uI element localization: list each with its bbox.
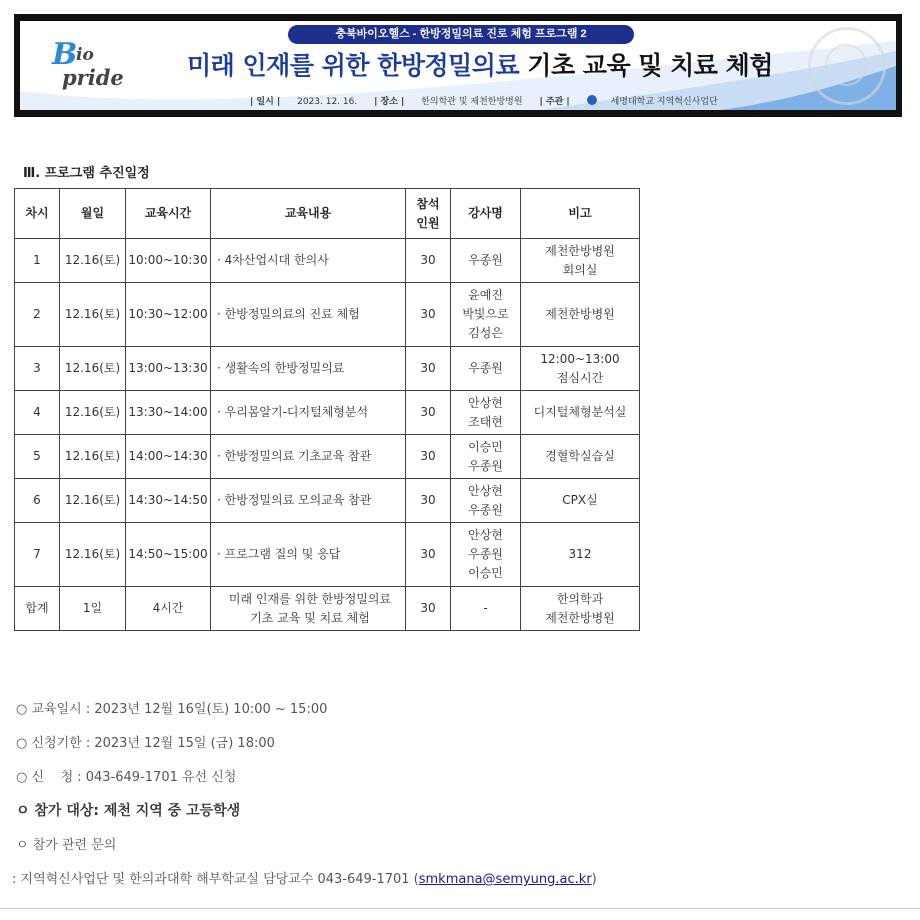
row-note: CPX실: [521, 479, 640, 523]
row-round: 4: [15, 391, 60, 435]
row-round: 5: [15, 435, 60, 479]
header-note: 비고: [521, 189, 640, 239]
row-note: 제천한방병원 회의실: [521, 239, 640, 283]
banner-date: 2023. 12. 16.: [297, 97, 358, 107]
row-date: 12.16(토): [60, 283, 126, 347]
row-time: 13:00~13:30: [126, 347, 211, 391]
table-row: [15, 479, 640, 523]
header-instructor: 강사명: [451, 189, 521, 239]
total-date: 1일: [60, 587, 126, 631]
row-note: 경혈학실습실: [521, 435, 640, 479]
row-note: 제천한방병원: [521, 283, 640, 347]
row-attendees: 30: [406, 435, 451, 479]
row-attendees: 30: [406, 239, 451, 283]
row-instructor: 우종원: [451, 239, 521, 283]
row-time: 14:30~14:50: [126, 479, 211, 523]
row-date: 12.16(토): [60, 523, 126, 587]
total-instructor: -: [451, 587, 521, 631]
university-seal-icon: [808, 27, 886, 105]
total-note: 한의학과 제천한방병원: [521, 587, 640, 631]
row-instructor: 이승민 우종원: [451, 435, 521, 479]
row-content: · 4차산업시대 한의사: [211, 239, 406, 283]
row-date: 12.16(토): [60, 347, 126, 391]
total-round: 합계: [15, 587, 60, 631]
row-note: 디지털체형분석실: [521, 391, 640, 435]
banner-info-line: | 일시 | 2023. 12. 16. | 장소 | 한의학관 및 제천한방병원 | 주관 | 세명대학교 지역혁신사업단: [250, 94, 710, 108]
row-instructor: 윤예진 박빛으로 김성은: [451, 283, 521, 347]
row-attendees: 30: [406, 283, 451, 347]
row-attendees: 30: [406, 479, 451, 523]
header-content: 교육내용: [211, 189, 406, 239]
info-target: ㅇ 참가 대상: 제천 지역 중 고등학생: [16, 803, 241, 819]
row-instructor: 안상현 조태현: [451, 391, 521, 435]
banner-host: 세명대학교 지역혁신사업단: [587, 97, 732, 107]
bottom-divider: [0, 908, 920, 909]
row-content: · 생활속의 한방정밀의료: [211, 347, 406, 391]
row-time: 14:00~14:30: [126, 435, 211, 479]
row-attendees: 30: [406, 391, 451, 435]
info-contact: : 지역혁신사업단 및 한의과대학 해부학교실 담당교수 043-649-1701 (smkmana@semyung.ac.kr): [12, 872, 597, 887]
row-content: · 한방정밀의료 모의교육 참관: [211, 479, 406, 523]
bio-pride-logo: B io pride: [52, 37, 124, 90]
row-time: 14:50~15:00: [126, 523, 211, 587]
row-date: 12.16(토): [60, 391, 126, 435]
row-note: 312: [521, 523, 640, 587]
table-row: [15, 239, 640, 283]
row-round: 7: [15, 523, 60, 587]
table-row: [15, 435, 640, 479]
row-content: · 프로그램 질의 및 응답: [211, 523, 406, 587]
row-time: 10:00~10:30: [126, 239, 211, 283]
university-logo-icon: [587, 95, 597, 105]
header-date: 월일: [60, 189, 126, 239]
info-schedule: ○ 교육일시 : 2023년 12월 16일(토) 10:00 ~ 15:00: [16, 702, 328, 717]
row-round: 2: [15, 283, 60, 347]
header-attendees: 참석 인원: [406, 189, 451, 239]
total-row: [15, 587, 640, 631]
info-deadline: ○ 신청기한 : 2023년 12월 15일 (금) 18:00: [16, 736, 275, 751]
row-round: 3: [15, 347, 60, 391]
event-banner: [14, 14, 902, 117]
row-content: · 한방정밀의료 기초교육 참관: [211, 435, 406, 479]
row-time: 13:30~14:00: [126, 391, 211, 435]
row-time: 10:30~12:00: [126, 283, 211, 347]
row-date: 12.16(토): [60, 435, 126, 479]
table-row: [15, 283, 640, 347]
program-schedule-table: [14, 188, 640, 631]
row-content: · 우리몸알기-디지털체형분석: [211, 391, 406, 435]
header-round: 차시: [15, 189, 60, 239]
row-instructor: 안상현 우종원 이승민: [451, 523, 521, 587]
section-title: Ⅲ. 프로그램 추진일정: [23, 166, 150, 181]
contact-email-link[interactable]: smkmana@semyung.ac.kr: [418, 872, 592, 887]
row-instructor: 안상현 우종원: [451, 479, 521, 523]
total-attendees: 30: [406, 587, 451, 631]
row-attendees: 30: [406, 523, 451, 587]
banner-inner: [20, 21, 896, 110]
row-instructor: 우종원: [451, 347, 521, 391]
row-date: 12.16(토): [60, 479, 126, 523]
row-note: 12:00~13:00 점심시간: [521, 347, 640, 391]
info-inquiry: ㅇ 참가 관련 문의: [16, 838, 117, 853]
table-row: [15, 347, 640, 391]
total-time: 4시간: [126, 587, 211, 631]
row-date: 12.16(토): [60, 239, 126, 283]
row-attendees: 30: [406, 347, 451, 391]
banner-place: 한의학관 및 제천한방병원: [421, 97, 523, 107]
row-round: 6: [15, 479, 60, 523]
total-content: 미래 인재를 위한 한방정밀의료 기초 교육 및 치료 체험: [211, 587, 406, 631]
banner-subtitle: 충북바이오헬스 - 한방정밀의료 진로 체험 프로그램 2: [288, 25, 634, 44]
table-row: [15, 391, 640, 435]
row-content: · 한방정밀의료의 진료 체험: [211, 283, 406, 347]
table-header-row: [15, 189, 640, 239]
table-row: [15, 523, 640, 587]
info-apply: ○ 신 청 : 043-649-1701 유선 신청: [16, 770, 237, 785]
banner-title: 미래 인재를 위한 한방정밀의료 기초 교육 및 치료 체험: [187, 51, 773, 80]
row-round: 1: [15, 239, 60, 283]
header-time: 교육시간: [126, 189, 211, 239]
